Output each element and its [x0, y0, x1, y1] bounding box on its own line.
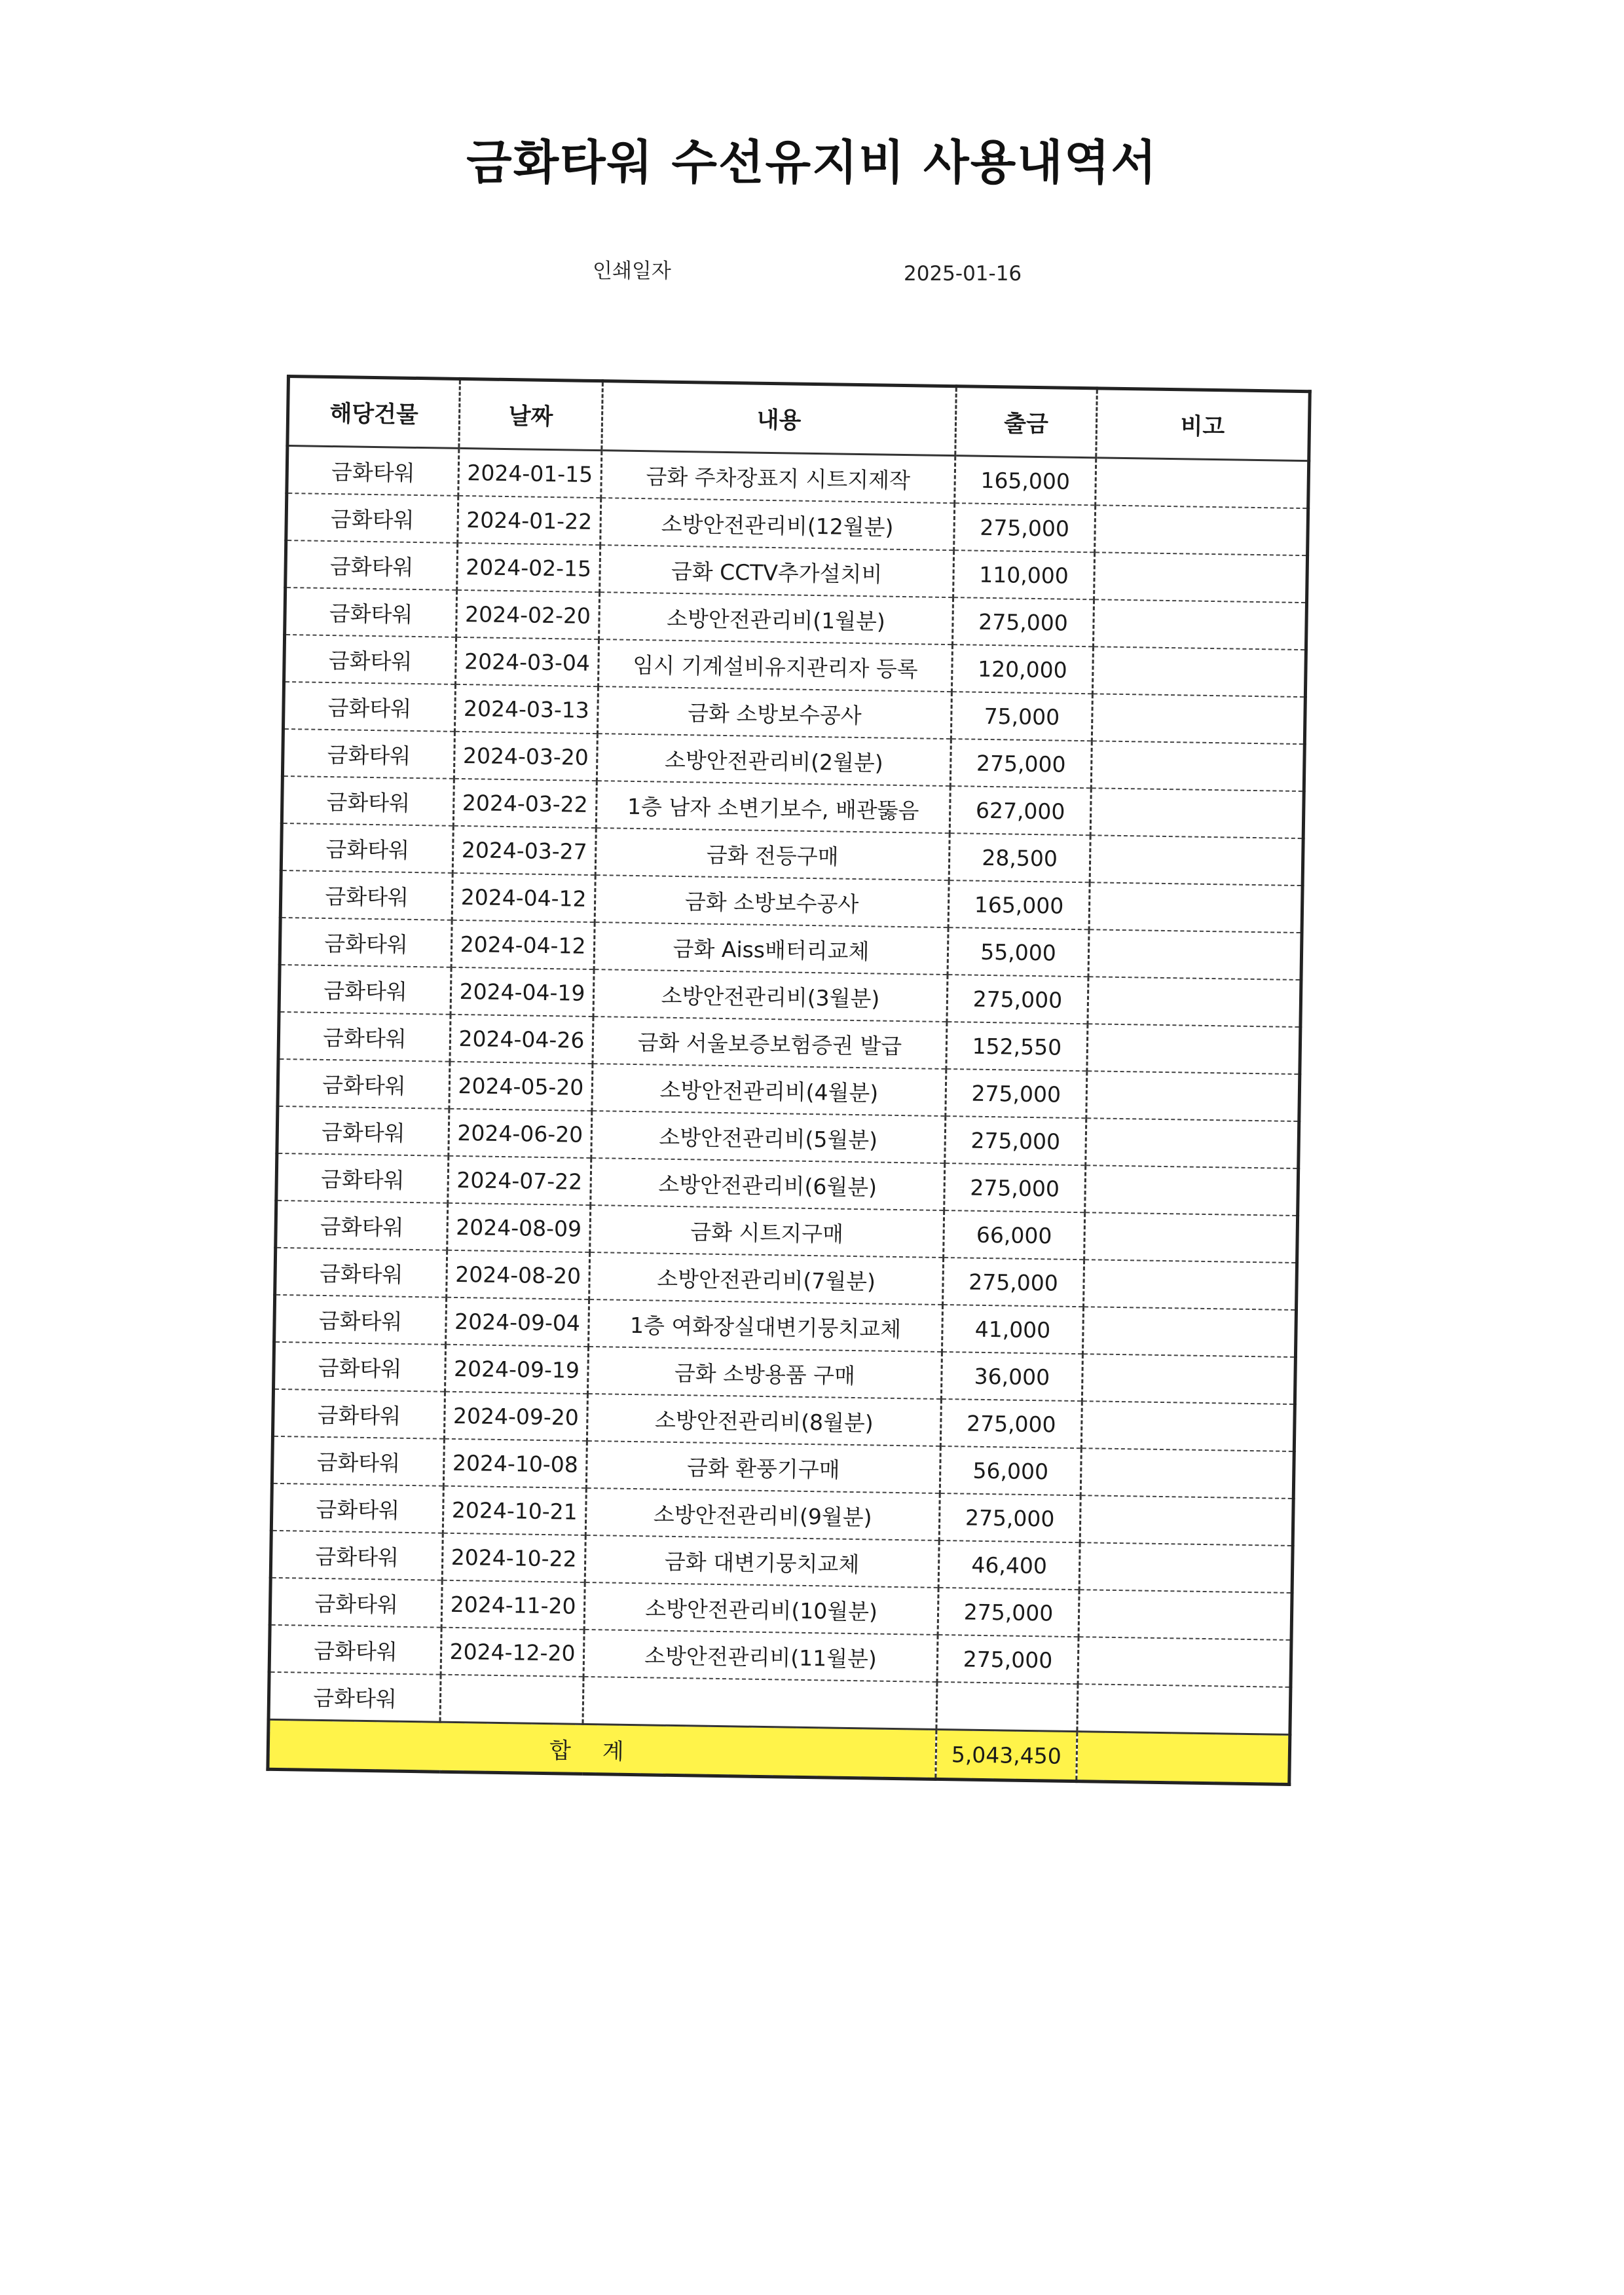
header-description: 내용 [602, 381, 957, 456]
header-amount: 출금 [955, 386, 1098, 458]
cell-note [1094, 552, 1308, 603]
cell-description: 1층 남자 소변기보수, 배관뚫음 [596, 781, 950, 833]
cell-amount: 275,000 [947, 975, 1088, 1024]
cell-note [1090, 835, 1303, 886]
cell-building: 금화타워 [278, 1059, 450, 1109]
cell-building: 금화타워 [282, 776, 454, 826]
cell-description: 금화 소방보수공사 [597, 686, 951, 739]
cell-description: 1층 여화장실대변기뭉치교체 [589, 1299, 943, 1352]
cell-description: 금화 서울보증보험증권 발급 [593, 1017, 947, 1069]
cell-date: 2024-04-12 [451, 920, 595, 969]
header-building: 해당건물 [287, 377, 460, 449]
cell-building: 금화타워 [269, 1625, 441, 1675]
cell-building: 금화타워 [280, 918, 452, 967]
cell-amount: 275,000 [950, 739, 1092, 788]
cell-note [1088, 929, 1302, 980]
cell-amount: 275,000 [938, 1588, 1079, 1637]
total-label: 합계 [268, 1719, 936, 1779]
cell-note [1095, 505, 1308, 555]
cell-date: 2024-10-22 [442, 1533, 585, 1582]
cell-building: 금화타워 [286, 540, 458, 590]
cell-date: 2024-04-26 [450, 1015, 593, 1064]
cell-description: 소방안전관리비(10월분) [584, 1582, 938, 1635]
total-note [1077, 1732, 1290, 1785]
cell-building: 금화타워 [270, 1531, 443, 1580]
cell-description: 소방안전관리비(8월분) [587, 1394, 941, 1446]
cell-amount: 627,000 [950, 786, 1091, 835]
cell-date: 2024-09-19 [445, 1345, 588, 1394]
cell-building: 금화타워 [274, 1295, 447, 1345]
cell-note [1079, 1542, 1293, 1593]
cell-description: 소방안전관리비(5월분) [591, 1111, 946, 1163]
cell-date: 2024-01-22 [458, 496, 601, 545]
cell-amount: 275,000 [944, 1163, 1086, 1212]
cell-building: 금화타워 [276, 1201, 448, 1250]
cell-date: 2024-01-15 [458, 448, 602, 498]
ledger-table [266, 375, 1311, 1786]
cell-amount: 55,000 [948, 927, 1089, 977]
cell-amount: 120,000 [951, 644, 1093, 694]
cell-building: 금화타워 [268, 1672, 441, 1722]
cell-note [1086, 1071, 1300, 1121]
cell-note [1088, 977, 1301, 1027]
cell-building: 금화타워 [272, 1436, 444, 1486]
cell-date: 2024-03-04 [456, 637, 599, 686]
cell-date: 2024-02-15 [457, 543, 600, 592]
cell-date: 2024-12-20 [441, 1628, 584, 1677]
cell-amount: 275,000 [945, 1116, 1086, 1165]
cell-building: 금화타워 [286, 493, 458, 543]
cell-amount: 46,400 [938, 1540, 1080, 1590]
cell-date: 2024-03-20 [454, 732, 597, 781]
cell-building: 금화타워 [280, 870, 452, 920]
cell-note [1093, 599, 1306, 650]
cell-description: 소방안전관리비(6월분) [591, 1158, 945, 1210]
cell-amount: 165,000 [955, 456, 1096, 506]
cell-amount: 165,000 [948, 880, 1090, 929]
cell-date: 2024-10-21 [443, 1486, 586, 1535]
cell-date: 2024-09-04 [446, 1297, 589, 1347]
cell-amount: 275,000 [946, 1069, 1087, 1118]
cell-date [440, 1675, 583, 1725]
cell-amount: 56,000 [940, 1446, 1081, 1495]
cell-amount: 66,000 [944, 1210, 1085, 1259]
cell-note [1092, 694, 1305, 744]
cell-building: 금화타워 [277, 1106, 449, 1156]
cell-note [1089, 882, 1302, 933]
cell-building: 금화타워 [279, 965, 451, 1015]
cell-building: 금화타워 [271, 1483, 443, 1533]
cell-description: 금화 주차장표지 시트지제작 [601, 451, 955, 504]
cell-description: 소방안전관리비(7월분) [589, 1252, 944, 1305]
cell-description: 소방안전관리비(3월분) [593, 969, 948, 1022]
cell-description: 금화 대변기뭉치교체 [585, 1535, 939, 1588]
cell-building: 금화타워 [274, 1342, 446, 1392]
cell-amount: 75,000 [951, 692, 1092, 741]
cell-date: 2024-03-27 [452, 826, 596, 875]
cell-description: 금화 Aiss배터리교체 [594, 922, 948, 975]
cell-building: 금화타워 [287, 446, 459, 496]
cell-date: 2024-08-09 [447, 1203, 591, 1252]
cell-description: 금화 소방보수공사 [595, 875, 949, 927]
cell-note [1080, 1448, 1294, 1499]
cell-amount: 110,000 [953, 550, 1095, 599]
cell-building: 금화타워 [278, 1012, 451, 1062]
cell-date: 2024-10-08 [443, 1439, 587, 1488]
cell-description: 소방안전관리비(11월분) [583, 1630, 938, 1682]
cell-amount: 28,500 [949, 833, 1090, 882]
document-title: 금화타워 수선유지비 사용내역서 [466, 135, 1158, 190]
cell-note [1085, 1165, 1299, 1216]
cell-note [1084, 1212, 1298, 1263]
cell-amount: 36,000 [941, 1352, 1082, 1401]
cell-date: 2024-03-22 [453, 779, 597, 828]
cell-date: 2024-03-13 [454, 684, 598, 734]
cell-description: 소방안전관리비(12월분) [600, 498, 955, 550]
cell-date: 2024-02-20 [456, 590, 600, 639]
cell-date: 2024-04-12 [452, 873, 595, 922]
cell-building: 금화타워 [283, 682, 455, 732]
total-amount: 5,043,450 [936, 1729, 1077, 1781]
cell-note [1086, 1118, 1299, 1168]
cell-building: 금화타워 [276, 1153, 449, 1203]
cell-description: 금화 환풍기구매 [586, 1441, 940, 1493]
cell-description [583, 1677, 937, 1730]
cell-date: 2024-07-22 [448, 1156, 591, 1205]
header-date: 날짜 [459, 379, 603, 450]
cell-building: 금화타워 [285, 588, 457, 637]
cell-description: 금화 소방용품 구매 [587, 1347, 942, 1399]
cell-amount: 275,000 [940, 1399, 1082, 1448]
ledger-body [268, 446, 1309, 1735]
cell-building: 금화타워 [270, 1578, 442, 1628]
cell-amount: 275,000 [937, 1635, 1079, 1684]
print-date-label: 인쇄일자 [593, 259, 671, 283]
cell-amount: 275,000 [954, 503, 1096, 552]
cell-date: 2024-06-20 [449, 1109, 592, 1158]
cell-date: 2024-04-19 [451, 967, 594, 1017]
cell-amount: 152,550 [946, 1022, 1088, 1071]
print-date-value: 2025-01-16 [904, 262, 1022, 286]
cell-building: 금화타워 [282, 729, 454, 779]
cell-note [1077, 1684, 1291, 1734]
cell-description: 소방안전관리비(4월분) [592, 1064, 946, 1116]
cell-note [1087, 1024, 1301, 1074]
cell-description: 소방안전관리비(9월분) [585, 1488, 940, 1540]
cell-amount: 275,000 [939, 1493, 1080, 1542]
cell-note [1080, 1495, 1293, 1546]
cell-note [1081, 1401, 1295, 1451]
cell-building: 금화타워 [284, 635, 456, 684]
cell-description: 금화 시트지구매 [590, 1205, 944, 1258]
cell-date: 2024-05-20 [449, 1062, 593, 1111]
ledger-table-container [266, 375, 1311, 1786]
cell-note [1078, 1637, 1291, 1687]
cell-note [1091, 741, 1304, 791]
cell-description: 소방안전관리비(2월분) [597, 734, 951, 786]
cell-amount: 41,000 [942, 1305, 1083, 1354]
cell-building: 금화타워 [281, 823, 453, 873]
cell-building: 금화타워 [272, 1389, 445, 1439]
cell-note [1079, 1590, 1292, 1640]
cell-date: 2024-09-20 [444, 1392, 587, 1441]
cell-note [1092, 646, 1306, 697]
cell-note [1090, 788, 1304, 838]
cell-date: 2024-08-20 [447, 1250, 590, 1299]
cell-description: 금화 CCTV추가설치비 [600, 545, 954, 597]
cell-date: 2024-11-20 [441, 1580, 585, 1630]
cell-building: 금화타워 [275, 1248, 447, 1297]
cell-description: 임시 기계설비유지관리자 등록 [598, 639, 952, 692]
cell-amount: 275,000 [952, 597, 1094, 646]
cell-note [1082, 1354, 1295, 1404]
header-note: 비고 [1096, 388, 1310, 461]
cell-note [1096, 458, 1309, 508]
cell-description: 금화 전등구매 [595, 828, 950, 880]
cell-note [1084, 1259, 1297, 1310]
cell-amount: 275,000 [943, 1258, 1084, 1307]
cell-amount [936, 1682, 1078, 1732]
cell-note [1082, 1307, 1296, 1357]
cell-description: 소방안전관리비(1월분) [599, 592, 953, 644]
